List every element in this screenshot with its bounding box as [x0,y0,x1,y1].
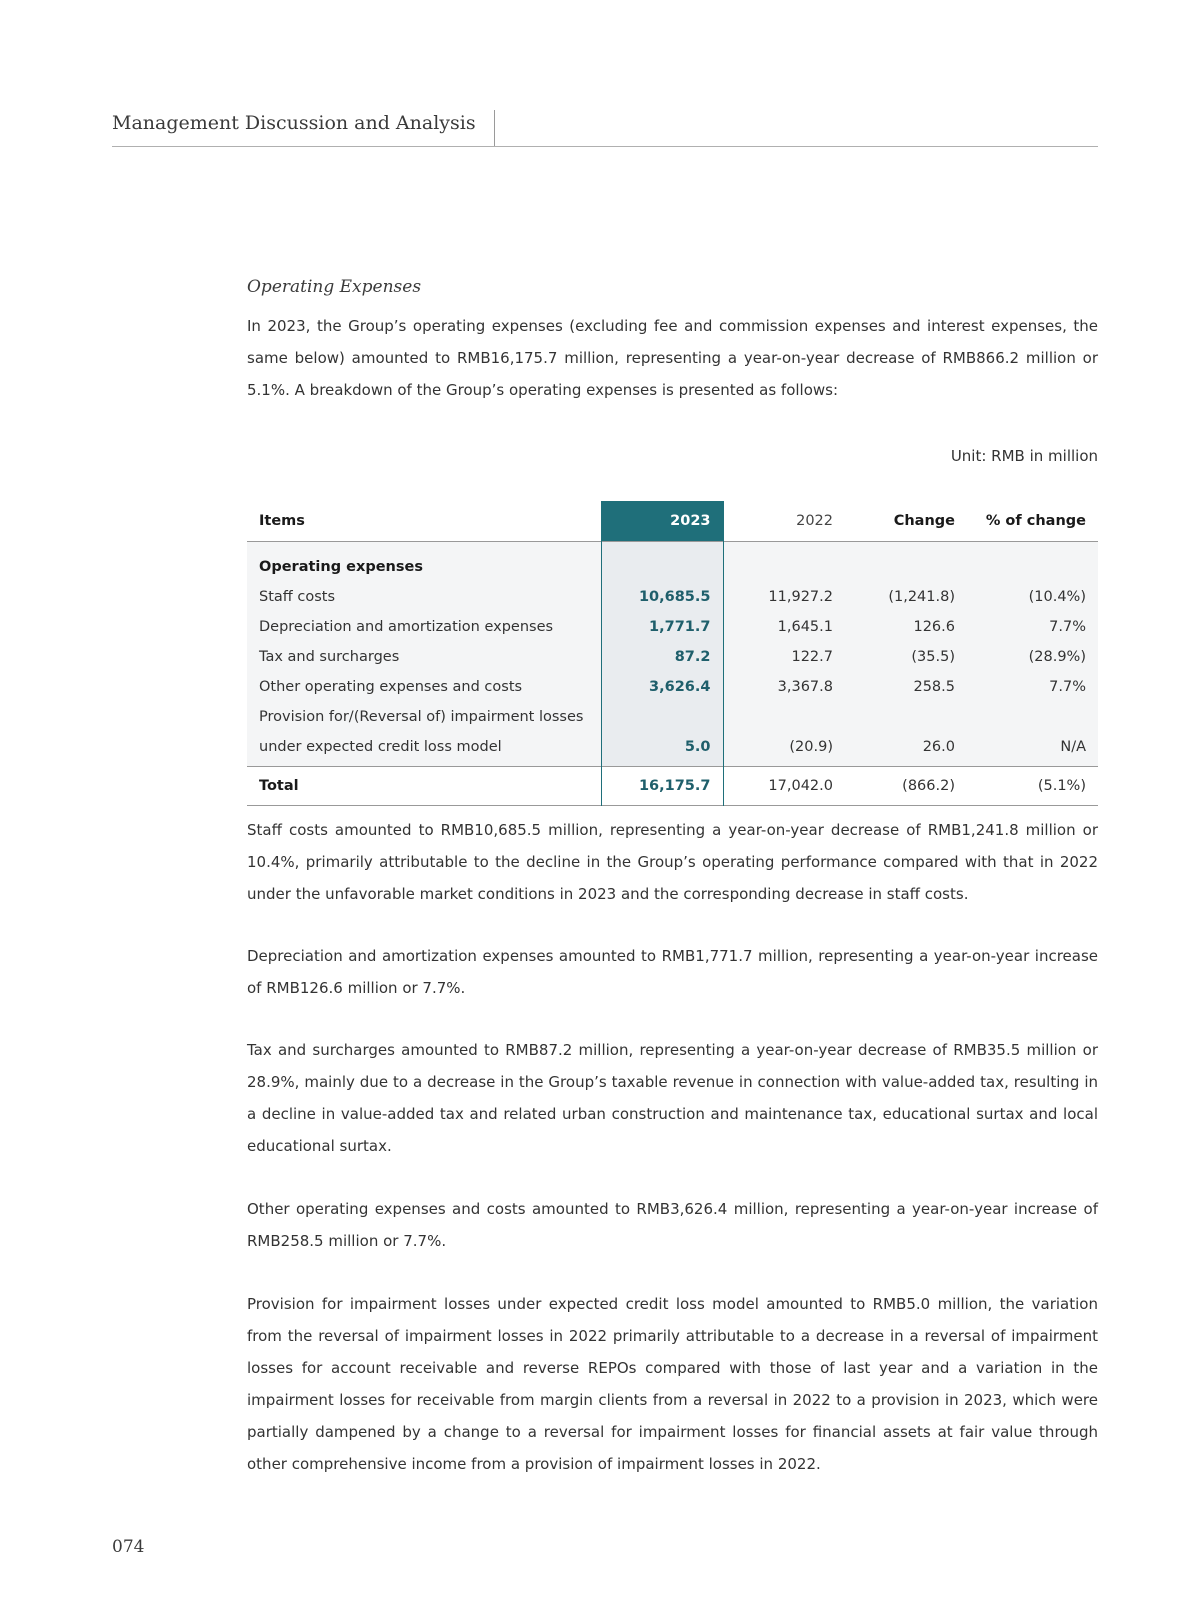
header-title: Management Discussion and Analysis [112,110,495,146]
cell-pct: N/A [967,732,1098,767]
cell-2023: 87.2 [601,642,723,672]
tax-paragraph: Tax and surcharges amounted to RMB87.2 million, representing a year-on-year decrease of RMB35.5 million or 28.9%, mainly due to a decrease in the Group’s taxable revenue in connection with value-added tax, resulting in a decline in value-added tax and related urban construction and maintenance tax, educational surtax and local educational surtax. [247,1041,1098,1155]
table-row [247,642,1098,672]
impairment-paragraph: Provision for impairment losses under expected credit loss model amounted to RMB5.0 million, the variation from the reversal of impairment losses in 2022 primarily attributable to a decrease in a reversal of impairment losses for account receivable and reverse REPOs compared with those of last year and a variation in the impairment losses for receivable from margin clients from a reversal in 2022 to a provision in 2023, which were partially dampened by a change to a reversal for impairment losses for financial assets at fair value through other comprehensive income from a provision of impairment losses in 2022. [247,1295,1098,1473]
cell-2023: 5.0 [601,732,723,767]
total-pct: (5.1%) [1037,778,1086,794]
page-number: 074 [112,1537,145,1557]
cell-pct: (10.4%) [967,582,1098,612]
total-change: (866.2) [902,778,955,794]
intro-paragraph: In 2023, the Group’s operating expenses (excluding fee and commission expenses and interest expenses, the same below) amounted to RMB16,175.7 million, representing a year-on-year decrease of RMB866.2 million or 5.1%. A breakdown of the Group’s operating expenses is presented as follows: [247,317,1098,399]
header-pct-change: % of change [985,513,1086,529]
table-header-row [247,501,1098,542]
group-label: Operating expenses [247,542,601,583]
table-row [247,702,1098,732]
cell-change: 126.6 [845,612,967,642]
cell-pct: 7.7% [967,612,1098,642]
page-header [112,100,1098,147]
cell-change: (35.5) [845,642,967,672]
cell-2022: 11,927.2 [723,582,845,612]
unit-label: Unit: RMB in million [950,447,1098,465]
group-row [247,542,1098,583]
depreciation-paragraph: Depreciation and amortization expenses amounted to RMB1,771.7 million, representing a year-on-year increase of RMB126.6 million or 7.7%. [247,947,1098,997]
other-expenses-paragraph: Other operating expenses and costs amounted to RMB3,626.4 million, representing a year-on-year increase of RMB258.5 million or 7.7%. [247,1200,1098,1250]
header-change: Change [893,513,955,529]
row-label-continued: under expected credit loss model [247,732,601,767]
row-label: Staff costs [247,582,601,612]
header-2022: 2022 [796,513,833,529]
cell-2023: 3,626.4 [601,672,723,702]
header-items: Items [259,513,305,529]
cell-change: 26.0 [845,732,967,767]
staff-costs-paragraph: Staff costs amounted to RMB10,685.5 million, representing a year-on-year decrease of RMB1,241.8 million or 10.4%, primarily attributable to the decline in the Group’s operating performance compared with that in 2022 under the unfavorable market conditions in 2023 and the corresponding decrease in staff costs. [247,821,1098,903]
cell-2023: 1,771.7 [601,612,723,642]
table-row [247,732,1098,767]
cell-2022: 122.7 [723,642,845,672]
cell-pct: 7.7% [967,672,1098,702]
table-row [247,612,1098,642]
total-label: Total [259,778,299,794]
header-2023: 2023 [601,501,723,542]
table-row [247,582,1098,612]
row-label: Provision for/(Reversal of) impairment losses [247,702,601,732]
total-2023: 16,175.7 [601,767,723,806]
total-row [247,767,1098,806]
cell-2023: 10,685.5 [601,582,723,612]
row-label: Other operating expenses and costs [247,672,601,702]
cell-pct: (28.9%) [967,642,1098,672]
row-label: Depreciation and amortization expenses [247,612,601,642]
row-label: Tax and surcharges [247,642,601,672]
cell-change: 258.5 [845,672,967,702]
operating-expenses-table [247,501,1098,806]
cell-2022: (20.9) [723,732,845,767]
cell-change: (1,241.8) [845,582,967,612]
table-row [247,672,1098,702]
total-2022: 17,042.0 [768,778,833,794]
cell-2022: 3,367.8 [723,672,845,702]
section-title: Operating Expenses [247,277,422,297]
cell-2022: 1,645.1 [723,612,845,642]
